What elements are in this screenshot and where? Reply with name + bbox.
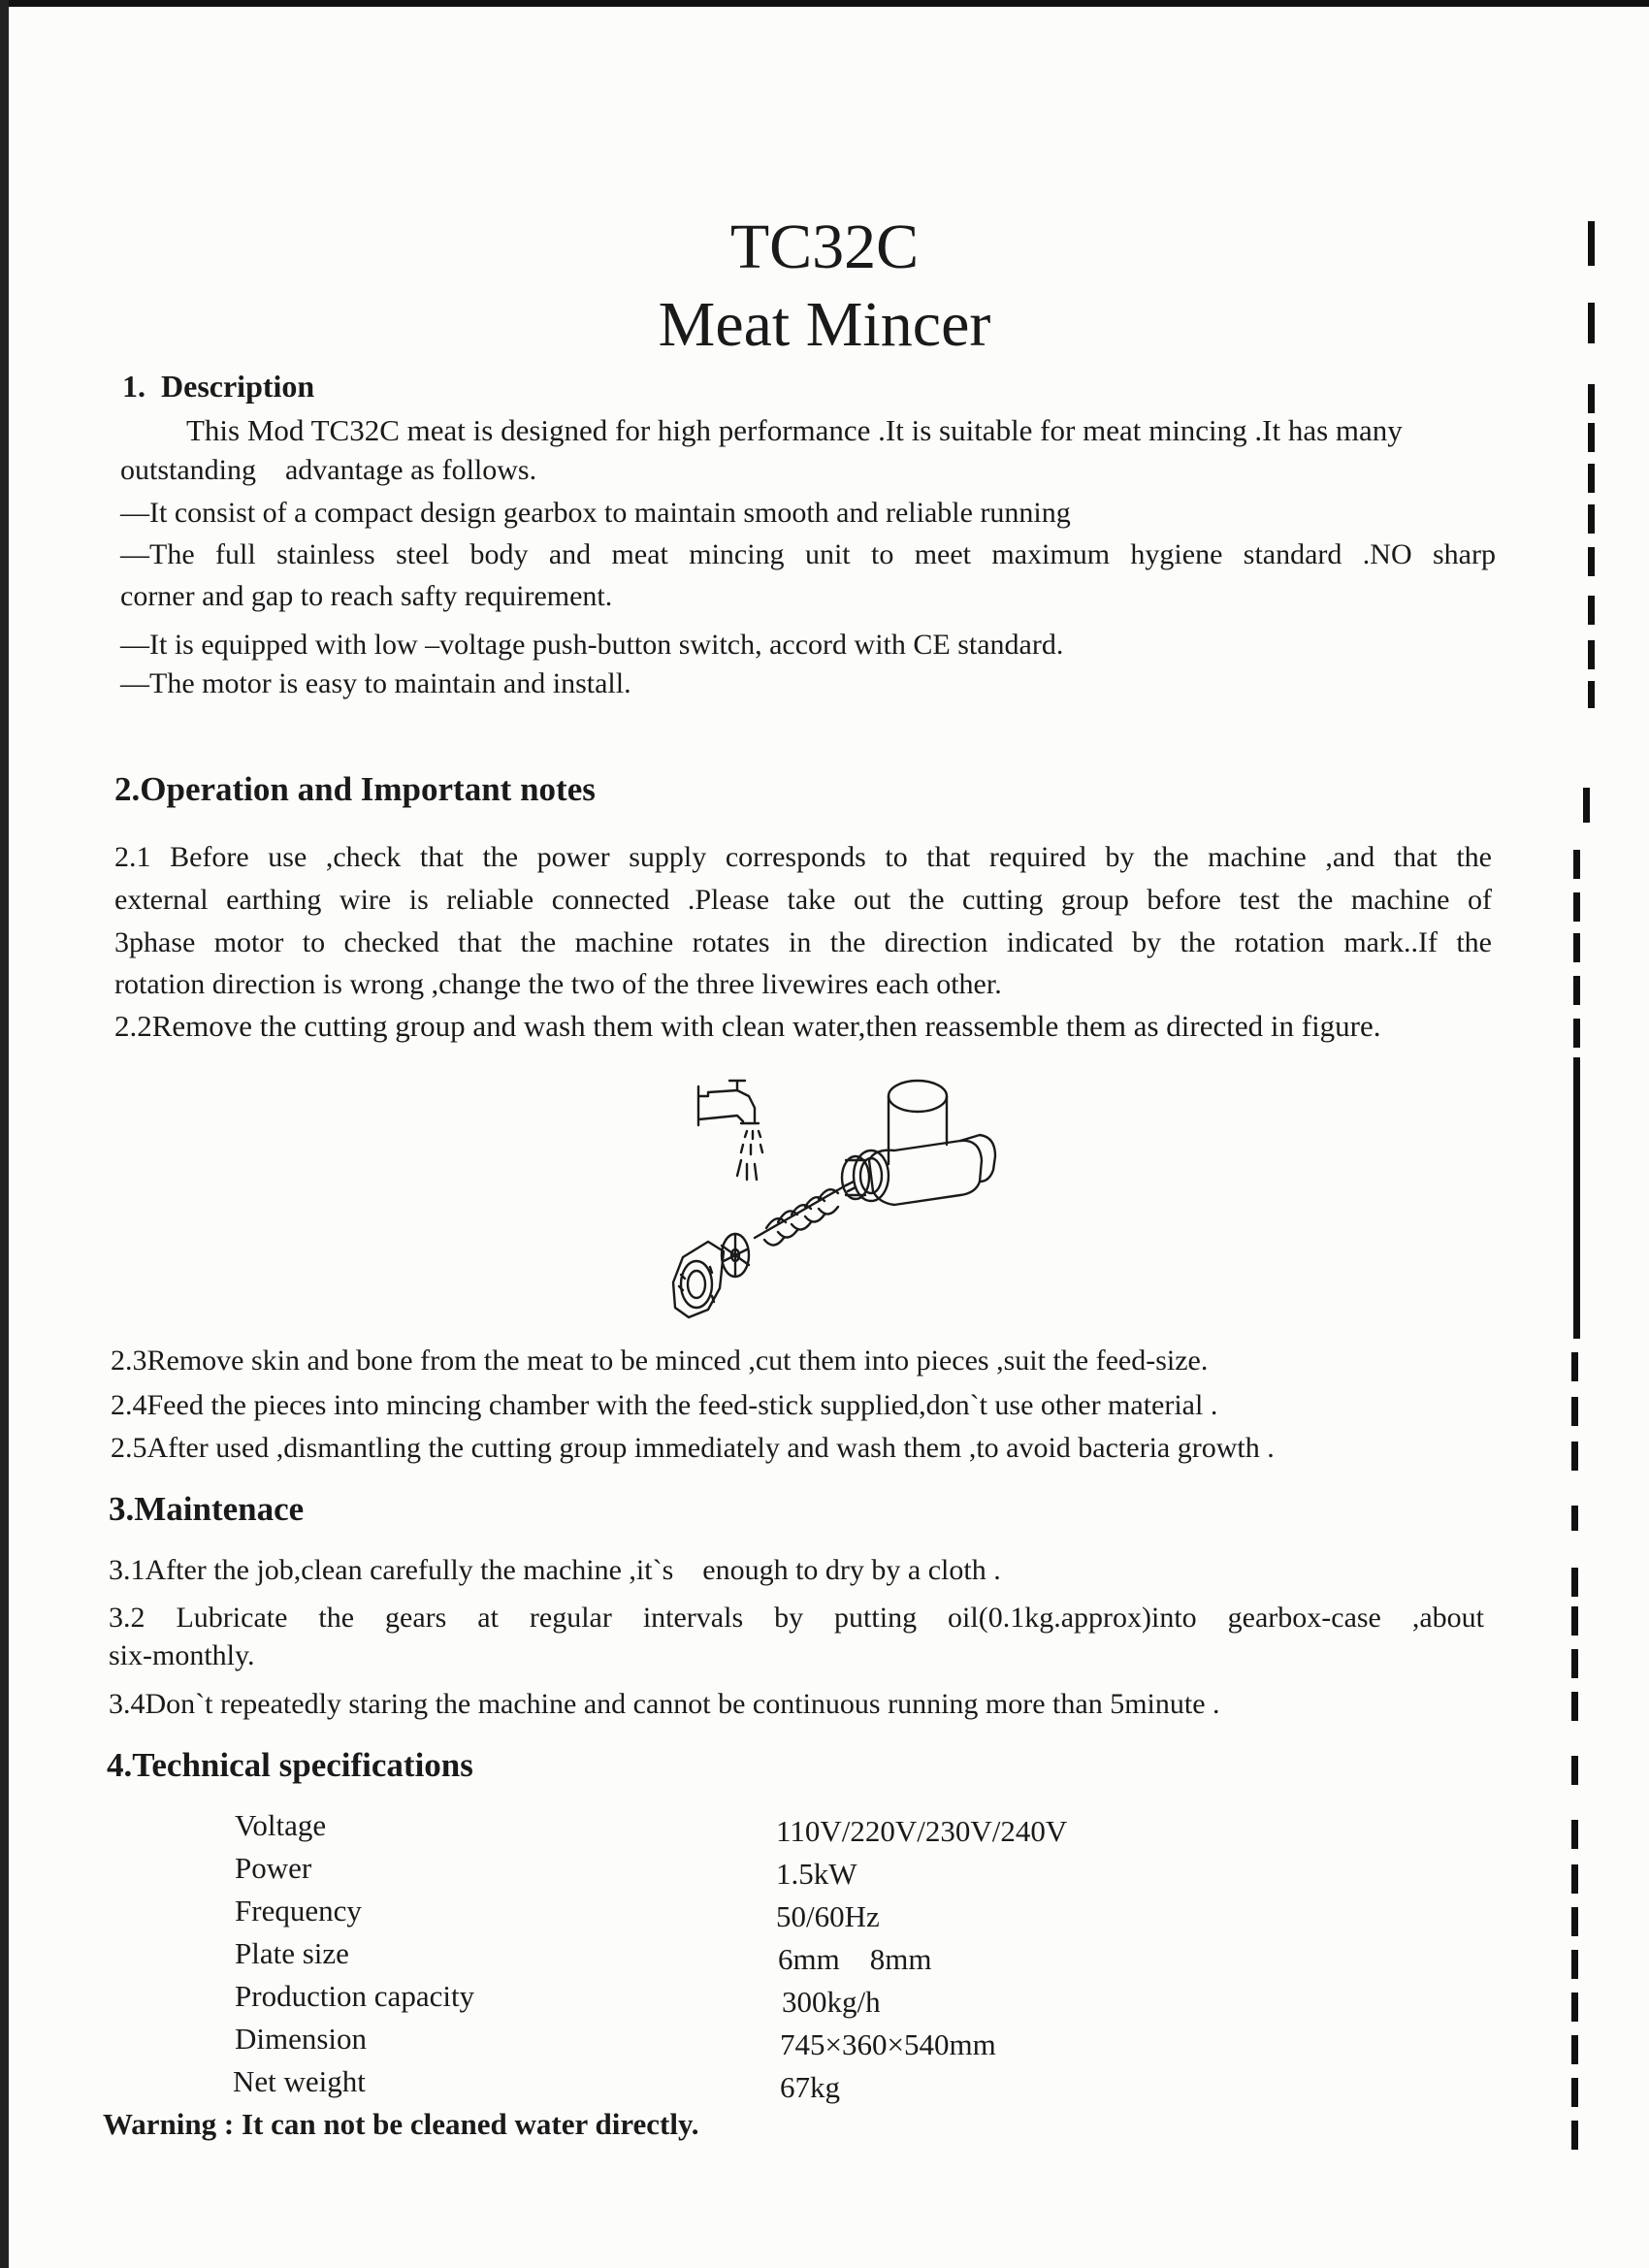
knife-plate-icon xyxy=(722,1234,749,1277)
spec-value: 745×360×540mm xyxy=(780,2027,996,2061)
description-bullet-2: —The full stainless steel body and meat mincing unit to meet maximum hygiene standard .NO sharp xyxy=(120,538,1496,570)
spec-value: 50/60Hz xyxy=(776,1899,880,1933)
warning-note xyxy=(103,2107,699,2142)
spec-label: Frequency xyxy=(235,1894,362,1928)
warning-text: It can not be cleaned water directly. xyxy=(241,2107,699,2141)
operation-2-1-line-2: external earthing wire is reliable connected .Please take out the cutting group before test the machine of xyxy=(114,884,1492,916)
operation-heading: 2.Operation and Important notes xyxy=(114,770,596,808)
operation-2-5: 2.5After used ,dismantling the cutting group immediately and wash them ,to avoid bacteria growth . xyxy=(111,1432,1275,1464)
water-drops-icon xyxy=(737,1131,762,1180)
description-bullet-3: —It is equipped with low –voltage push-button switch, accord with CE standard. xyxy=(120,629,1064,661)
description-intro-cont: outstanding advantage as follows. xyxy=(120,454,537,486)
description-bullet-1: —It consist of a compact design gearbox to maintain smooth and reliable running xyxy=(120,497,1071,529)
mincer-body-icon xyxy=(842,1081,995,1205)
spec-label: Voltage xyxy=(235,1808,327,1842)
description-heading xyxy=(122,369,314,405)
description-intro: This Mod TC32C meat is designed for high performance .It is suitable for meat mincing .It has many xyxy=(186,413,1403,447)
product-name-title: Meat Mincer xyxy=(658,289,991,360)
auger-screw-icon xyxy=(755,1182,856,1246)
operation-2-1-line-3: 3phase motor to checked that the machine rotates in the direction indicated by the rotation mark..If the xyxy=(114,926,1492,958)
description-heading-number: 1. xyxy=(122,369,146,404)
description-heading-text: Description xyxy=(161,369,315,404)
product-model-title: TC32C xyxy=(729,211,920,282)
spec-label: Net weight xyxy=(233,2064,366,2098)
specs-heading: 4.Technical specifications xyxy=(107,1746,473,1784)
spec-value: 110V/220V/230V/240V xyxy=(776,1814,1068,1848)
description-bullet-2-cont: corner and gap to reach safty requirement. xyxy=(120,580,613,612)
operation-2-1-line-1: 2.1 Before use ,check that the power supply corresponds to that required by the machine ,and that the xyxy=(114,841,1492,873)
faucet-icon xyxy=(698,1081,759,1125)
spec-value: 67kg xyxy=(780,2070,840,2104)
spec-value: 300kg/h xyxy=(782,1985,881,2019)
maintenance-3-2: 3.2 Lubricate the gears at regular intervals by putting oil(0.1kg.approx)into gearbox-case ,about xyxy=(109,1602,1484,1634)
warning-label: Warning : xyxy=(103,2107,235,2141)
spec-label: Production capacity xyxy=(235,1979,475,2013)
cutting-group-wash-figure xyxy=(640,1067,1048,1329)
maintenance-3-1: 3.1After the job,clean carefully the machine ,it`s enough to dry by a cloth . xyxy=(109,1554,1001,1586)
spec-label: Power xyxy=(235,1851,312,1885)
description-bullet-4: —The motor is easy to maintain and install. xyxy=(120,667,631,699)
operation-2-4: 2.4Feed the pieces into mincing chamber with the feed-stick supplied,don`t use other material . xyxy=(111,1389,1218,1421)
operation-2-3: 2.3Remove skin and bone from the meat to be minced ,cut them into pieces ,suit the feed-size. xyxy=(111,1345,1209,1377)
spec-value: 1.5kW xyxy=(776,1857,857,1891)
maintenance-3-4: 3.4Don`t repeatedly staring the machine and cannot be continuous running more than 5minute . xyxy=(109,1688,1220,1720)
operation-2-2: 2.2Remove the cutting group and wash them with clean water,then reassemble them as directed in figure. xyxy=(114,1009,1381,1043)
spec-label: Plate size xyxy=(235,1936,349,1970)
maintenance-3-2-cont: six-monthly. xyxy=(109,1639,255,1671)
spec-value: 6mm 8mm xyxy=(778,1942,932,1976)
spec-label: Dimension xyxy=(235,2022,368,2056)
operation-2-1-line-4: rotation direction is wrong ,change the two of the three livewires each other. xyxy=(114,968,1002,1000)
scan-edge-top xyxy=(0,0,1649,7)
maintenance-heading: 3.Maintenace xyxy=(109,1490,305,1528)
ring-nut-icon xyxy=(673,1242,724,1317)
